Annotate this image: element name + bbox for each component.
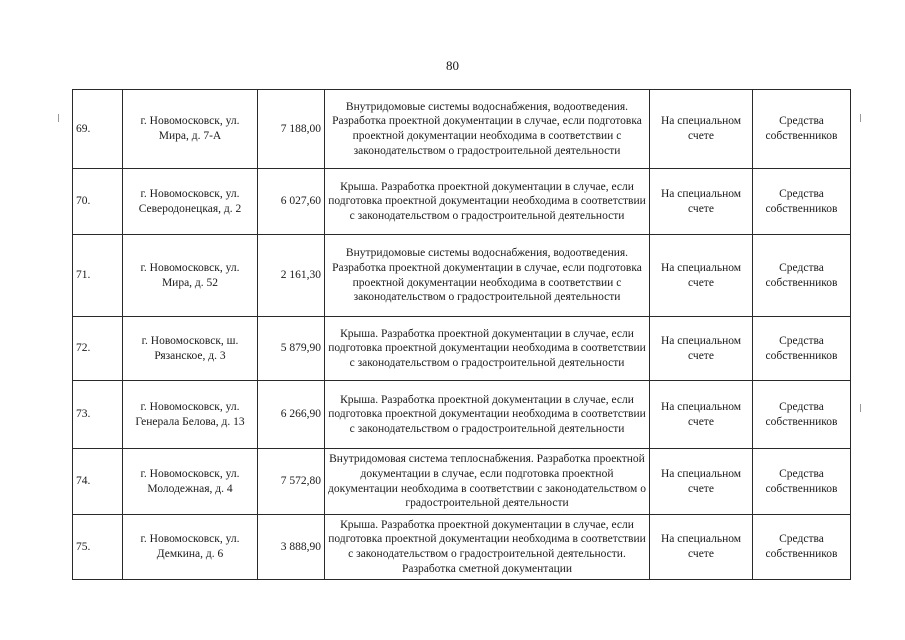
building-address: г. Новомосковск, ул. Мира, д. 7-А	[123, 90, 258, 169]
row-number: 72.	[73, 317, 123, 381]
row-number: 71.	[73, 235, 123, 317]
work-cost: 7 572,80	[258, 449, 325, 515]
fund-account: На специальном счете	[650, 515, 753, 580]
page-number: 80	[446, 58, 459, 73]
work-cost: 7 188,00	[258, 90, 325, 169]
funding-source: Средства собственников	[753, 90, 851, 169]
work-cost: 2 161,30	[258, 235, 325, 317]
funding-source: Средства собственников	[753, 169, 851, 235]
row-number: 74.	[73, 449, 123, 515]
row-number: 75.	[73, 515, 123, 580]
work-description: Внутридомовые системы водоснабжения, водоотведения. Разработка проектной документации в случае, если подготовка проектной документации необходима в соответствии с законодательством о градостроительной деятельности	[325, 90, 650, 169]
work-description: Крыша. Разработка проектной документации в случае, если подготовка проектной документации необходима в соответствии с законодательством о градостроительной деятельности. Разработка сметной документации	[325, 515, 650, 580]
row-number: 70.	[73, 169, 123, 235]
table-row	[73, 317, 851, 381]
margin-mark	[860, 114, 861, 122]
work-description: Крыша. Разработка проектной документации в случае, если подготовка проектной документации необходима в соответствии с законодательством о градостроительной деятельности	[325, 317, 650, 381]
table-row	[73, 515, 851, 580]
table-row	[73, 381, 851, 449]
table-row	[73, 449, 851, 515]
row-number: 69.	[73, 90, 123, 169]
work-description: Крыша. Разработка проектной документации в случае, если подготовка проектной документации необходима в соответствии с законодательством о градостроительной деятельности	[325, 169, 650, 235]
work-description: Внутридомовые системы водоснабжения, водоотведения. Разработка проектной документации в случае, если подготовка проектной документации необходима в соответствии с законодательством о градостроительной деятельности	[325, 235, 650, 317]
repair-program-table	[72, 89, 851, 580]
funding-source: Средства собственников	[753, 235, 851, 317]
building-address: г. Новомосковск, ул. Северодонецкая, д. 2	[123, 169, 258, 235]
fund-account: На специальном счете	[650, 90, 753, 169]
margin-mark	[860, 404, 861, 412]
fund-account: На специальном счете	[650, 449, 753, 515]
row-number: 73.	[73, 381, 123, 449]
work-cost: 5 879,90	[258, 317, 325, 381]
fund-account: На специальном счете	[650, 317, 753, 381]
funding-source: Средства собственников	[753, 449, 851, 515]
table-row	[73, 169, 851, 235]
fund-account: На специальном счете	[650, 235, 753, 317]
work-cost: 6 027,60	[258, 169, 325, 235]
table-row	[73, 235, 851, 317]
table-row	[73, 90, 851, 169]
work-cost: 6 266,90	[258, 381, 325, 449]
work-description: Крыша. Разработка проектной документации в случае, если подготовка проектной документации необходима в соответствии с законодательством о градостроительной деятельности	[325, 381, 650, 449]
building-address: г. Новомосковск, ул. Молодежная, д. 4	[123, 449, 258, 515]
fund-account: На специальном счете	[650, 381, 753, 449]
work-cost: 3 888,90	[258, 515, 325, 580]
building-address: г. Новомосковск, ул. Демкина, д. 6	[123, 515, 258, 580]
funding-source: Средства собственников	[753, 317, 851, 381]
building-address: г. Новомосковск, ул. Мира, д. 52	[123, 235, 258, 317]
funding-source: Средства собственников	[753, 515, 851, 580]
fund-account: На специальном счете	[650, 169, 753, 235]
building-address: г. Новомосковск, ул. Генерала Белова, д. 13	[123, 381, 258, 449]
funding-source: Средства собственников	[753, 381, 851, 449]
building-address: г. Новомосковск, ш. Рязанское, д. 3	[123, 317, 258, 381]
work-description: Внутридомовая система теплоснабжения. Разработка проектной документации в случае, если подготовка проектной документации необходима в соответствии с законодательством о градостроительной деятельности	[325, 449, 650, 515]
margin-mark	[58, 114, 59, 122]
